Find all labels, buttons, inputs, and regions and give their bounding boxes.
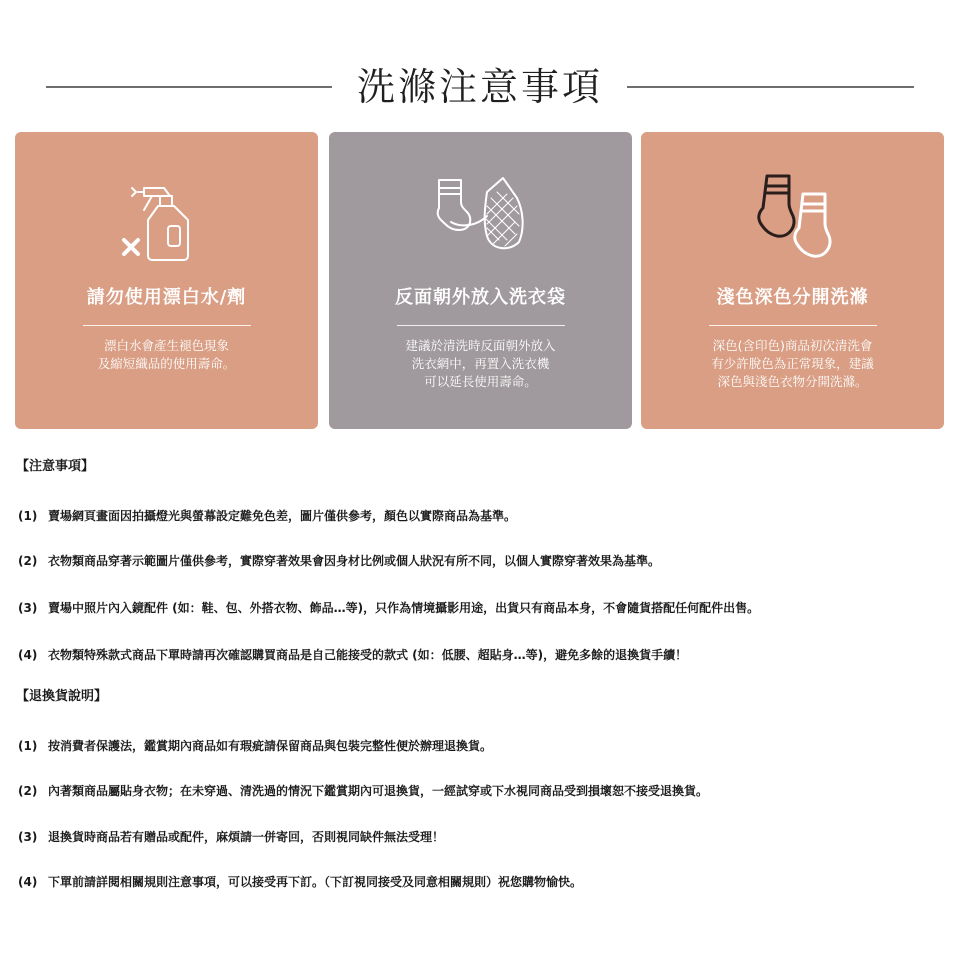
header-divider-left (46, 86, 332, 88)
list-item: (3) 退換貨時商品若有贈品或配件，麻煩請一併寄回，否則視同缺件無法受理！ (18, 830, 445, 844)
list-item: (2) 衣物類商品穿著示範圖片僅供參考，實際穿著效果會因身材比例或個人狀況有所不同，以個人實際穿著效果為基準。 (18, 554, 661, 568)
returns-heading: 【退換貨說明】 (16, 689, 108, 704)
care-card-separate-colors (641, 132, 944, 429)
header-divider-right (627, 86, 914, 88)
card-divider (397, 325, 565, 326)
sock-laundry-bag-icon (329, 166, 632, 266)
card-title: 反面朝外放入洗衣袋 (395, 287, 566, 308)
card-divider (83, 325, 251, 326)
care-card-laundry-bag (329, 132, 632, 429)
list-item: (4) 下單前請詳閱相關規則注意事項，可以接受再下訂。（下訂視同接受及同意相關規則）祝您購物愉快。 (18, 875, 583, 889)
card-title: 請勿使用漂白水/劑 (86, 287, 247, 308)
spray-bottle-with-x-icon (15, 166, 318, 266)
card-description: 建議於清洗時反面朝外放入 洗衣網中，再置入洗衣機 可以延長使用壽命。 (405, 338, 556, 389)
notes-heading: 【注意事項】 (16, 459, 95, 474)
two-socks-icon (641, 166, 944, 266)
card-title: 淺色深色分開洗滌 (716, 287, 869, 308)
card-divider (709, 325, 877, 326)
card-description: 漂白水會產生褪色現象 及縮短織品的使用壽命。 (97, 338, 236, 371)
list-item: (2) 內著類商品屬貼身衣物；在未穿過、清洗過的情況下鑑賞期內可退換貨，一經試穿或下水視同商品受到損壞恕不接受退換貨。 (18, 784, 709, 798)
list-item: (4) 衣物類特殊款式商品下單時請再次確認購買商品是自己能接受的款式 (如：低腰、超貼身…等)，避免多餘的退換貨手續！ (18, 648, 688, 662)
list-item: (3) 賣場中照片內入鏡配件 (如：鞋、包、外搭衣物、飾品…等)，只作為情境攝影用途，出貨只有商品本身，不會隨貨搭配任何配件出售。 (18, 601, 760, 615)
care-card-no-bleach (15, 132, 318, 429)
list-item: (1) 賣場網頁畫面因拍攝燈光與螢幕設定難免色差，圖片僅供參考，顏色以實際商品為基準。 (18, 509, 517, 523)
list-item: (1) 按消費者保護法，鑑賞期內商品如有瑕疵請保留商品與包裝完整性便於辦理退換貨。 (18, 739, 493, 753)
page-title: 洗滌注意事項 (356, 65, 603, 109)
card-description: 深色(含印色)商品初次清洗會 有少許脫色為正常現象，建議 深色與淺色衣物分開洗滌。 (711, 338, 874, 389)
